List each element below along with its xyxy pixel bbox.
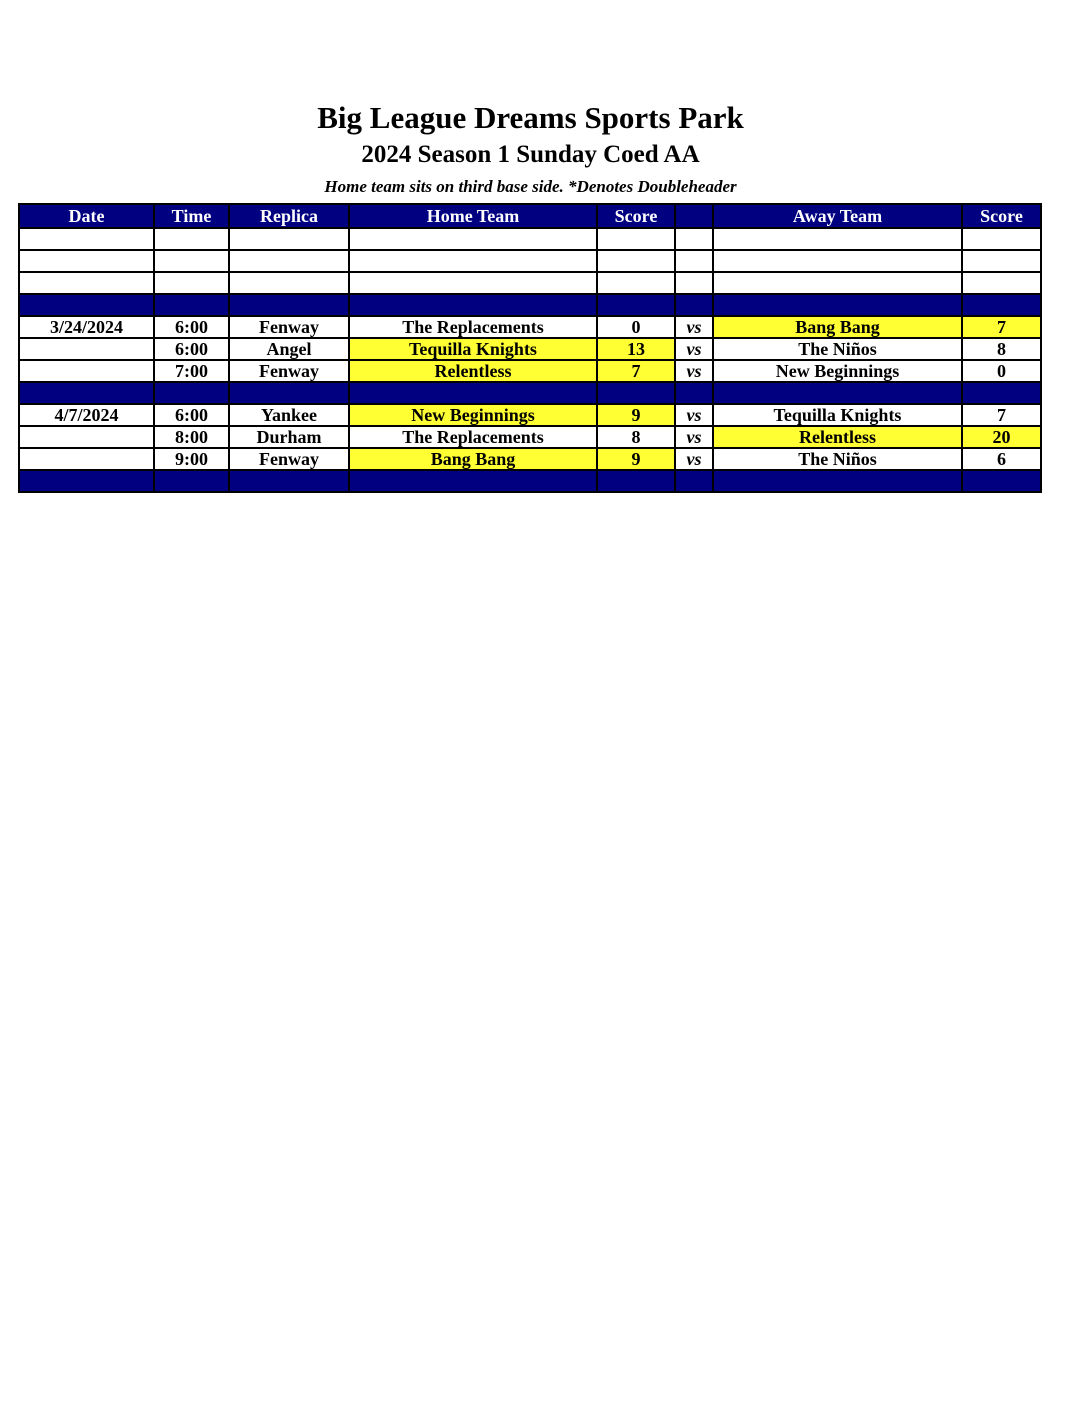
home-score: 7 (597, 360, 675, 382)
empty-cell (19, 272, 154, 294)
home-score: 0 (597, 316, 675, 338)
away-team: The Niños (713, 448, 962, 470)
empty-cell (19, 228, 154, 250)
game-row (19, 316, 1041, 338)
empty-cell (962, 228, 1041, 250)
game-field: Fenway (229, 360, 349, 382)
empty-cell (962, 272, 1041, 294)
vs-label: vs (675, 360, 713, 382)
vs-label: vs (675, 426, 713, 448)
away-score: 6 (962, 448, 1041, 470)
schedule-table (18, 203, 1042, 493)
game-time: 9:00 (154, 448, 229, 470)
empty-row (19, 250, 1041, 272)
empty-row (19, 272, 1041, 294)
away-score: 20 (962, 426, 1041, 448)
away-score: 7 (962, 404, 1041, 426)
game-field: Durham (229, 426, 349, 448)
empty-cell (962, 250, 1041, 272)
home-score: 13 (597, 338, 675, 360)
empty-cell (229, 272, 349, 294)
empty-cell (154, 228, 229, 250)
empty-cell (713, 228, 962, 250)
game-field: Fenway (229, 448, 349, 470)
away-team: Bang Bang (713, 316, 962, 338)
game-field: Yankee (229, 404, 349, 426)
empty-cell (713, 250, 962, 272)
home-team: New Beginnings (349, 404, 597, 426)
game-row (19, 426, 1041, 448)
vs-label: vs (675, 448, 713, 470)
home-team: The Replacements (349, 426, 597, 448)
home-team: Tequilla Knights (349, 338, 597, 360)
empty-cell (154, 272, 229, 294)
game-date (19, 448, 154, 470)
empty-cell (597, 228, 675, 250)
away-team: Tequilla Knights (713, 404, 962, 426)
game-time: 8:00 (154, 426, 229, 448)
schedule-note: Home team sits on third base side. *Denotes Doubleheader (324, 177, 737, 196)
header-row (19, 204, 1041, 228)
game-date (19, 338, 154, 360)
game-field: Fenway (229, 316, 349, 338)
game-time: 6:00 (154, 316, 229, 338)
col-header-date: Date (19, 204, 154, 228)
empty-cell (675, 272, 713, 294)
col-header-away-team: Away Team (713, 204, 962, 228)
home-score: 9 (597, 448, 675, 470)
away-score: 8 (962, 338, 1041, 360)
game-date (19, 426, 154, 448)
empty-cell (597, 250, 675, 272)
game-row (19, 448, 1041, 470)
page-title: Big League Dreams Sports Park (317, 100, 744, 135)
away-score: 7 (962, 316, 1041, 338)
empty-row (19, 228, 1041, 250)
empty-cell (349, 228, 597, 250)
game-field: Angel (229, 338, 349, 360)
away-score: 0 (962, 360, 1041, 382)
col-header-home-team: Home Team (349, 204, 597, 228)
empty-cell (229, 250, 349, 272)
game-row (19, 338, 1041, 360)
game-time: 6:00 (154, 404, 229, 426)
away-team: Relentless (713, 426, 962, 448)
away-team: New Beginnings (713, 360, 962, 382)
week-divider (19, 470, 1041, 492)
empty-cell (675, 250, 713, 272)
game-time: 7:00 (154, 360, 229, 382)
empty-cell (349, 272, 597, 294)
home-team: Bang Bang (349, 448, 597, 470)
home-team: Relentless (349, 360, 597, 382)
game-date: 3/24/2024 (19, 316, 154, 338)
home-team: The Replacements (349, 316, 597, 338)
game-time: 6:00 (154, 338, 229, 360)
away-team: The Niños (713, 338, 962, 360)
empty-cell (713, 272, 962, 294)
col-header-replica: Replica (229, 204, 349, 228)
vs-label: vs (675, 316, 713, 338)
empty-cell (349, 250, 597, 272)
empty-cell (597, 272, 675, 294)
empty-cell (675, 228, 713, 250)
home-score: 8 (597, 426, 675, 448)
empty-cell (154, 250, 229, 272)
week-divider (19, 294, 1041, 316)
page-subtitle: 2024 Season 1 Sunday Coed AA (361, 141, 700, 168)
empty-cell (229, 228, 349, 250)
week-divider (19, 382, 1041, 404)
vs-label: vs (675, 338, 713, 360)
home-score: 9 (597, 404, 675, 426)
col-header-time: Time (154, 204, 229, 228)
col-header-away-score: Score (962, 204, 1041, 228)
col-header-home-score: Score (597, 204, 675, 228)
empty-cell (19, 250, 154, 272)
col-header-vs (675, 204, 713, 228)
game-date (19, 360, 154, 382)
vs-label: vs (675, 404, 713, 426)
game-date: 4/7/2024 (19, 404, 154, 426)
game-row (19, 404, 1041, 426)
game-row (19, 360, 1041, 382)
